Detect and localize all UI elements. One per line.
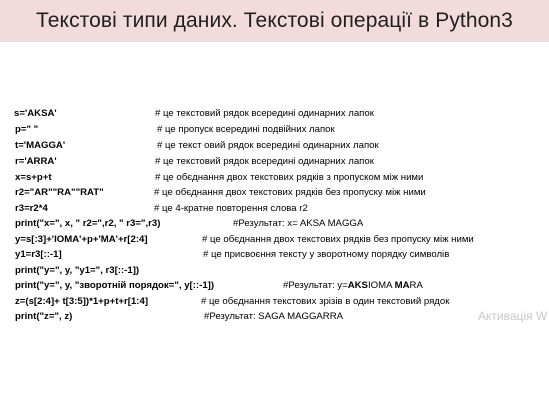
- code-line: y=s[:3]+'IOMA'+p+'MA'+r[2:4]: [15, 234, 148, 245]
- code-comment: # це текстовий рядок всередині одинарних лапок: [155, 108, 374, 119]
- code-line: t='MAGGA': [15, 140, 66, 151]
- result-y-bold1: AKS: [347, 280, 368, 291]
- code-line: x=s+p+t: [15, 172, 52, 183]
- code-comment: # це обєднання двох текстових рядків з пропуском між ними: [155, 172, 424, 183]
- code-line: print("y=", y, "y1=", r3[::-1]): [15, 265, 140, 276]
- result-y-prefix: #Результат: y=: [283, 280, 348, 291]
- activation-watermark: Активація W: [478, 309, 548, 323]
- code-line: s='AKSA': [14, 108, 57, 119]
- code-comment: # це 4-кратне повторення слова r2: [154, 203, 308, 214]
- result-y-suffix: RA: [409, 280, 423, 291]
- code-comment: # це текстовий рядок всередині одинарних лапок: [155, 156, 374, 167]
- code-comment: # це присвоєння тексту у зворотному порядку символів: [203, 249, 450, 260]
- code-comment: # це обєднання двох текстових рядків без пропуску між ними: [202, 234, 474, 245]
- code-line: print("z=", z): [15, 311, 73, 322]
- code-line: r2="AR""RA""RAT": [15, 187, 104, 198]
- code-comment: # це текст овий рядок всередині одинарних лапок: [157, 140, 379, 151]
- code-line: p=" ": [15, 124, 39, 135]
- code-comment: # це пропуск всередині подвійних лапок: [157, 124, 335, 135]
- code-comment: # це обєднання двох текстових рядків без пропуску між ними: [154, 187, 426, 198]
- code-line: r3=r2*4: [15, 203, 48, 214]
- code-line: print("x=", x, " r2=",r2, " r3=",r3): [15, 218, 161, 229]
- slide-title: Текстові типи даних. Текстові операції в Python3: [36, 9, 513, 32]
- code-line: r='ARRA': [15, 156, 57, 167]
- result-y-bold2: MA: [394, 280, 410, 291]
- code-line: y1=r3[::-1]: [15, 249, 62, 260]
- code-comment: # це обєднання текстових зрізів в один текстовий рядок: [201, 296, 450, 307]
- code-comment: #Результат: x= AKSA MAGGA: [233, 218, 364, 229]
- code-line: print("y=", y, "зворотній порядок=", y[::-1]): [15, 280, 215, 291]
- result-y-comment: [283, 280, 423, 292]
- result-y-mid: IOMA: [367, 280, 395, 291]
- code-comment: #Результат: SAGA MAGGARRA: [204, 311, 344, 322]
- code-line: z=(s[2:4]+ t[3:5])*1+p+t+r[1:4]: [15, 296, 149, 307]
